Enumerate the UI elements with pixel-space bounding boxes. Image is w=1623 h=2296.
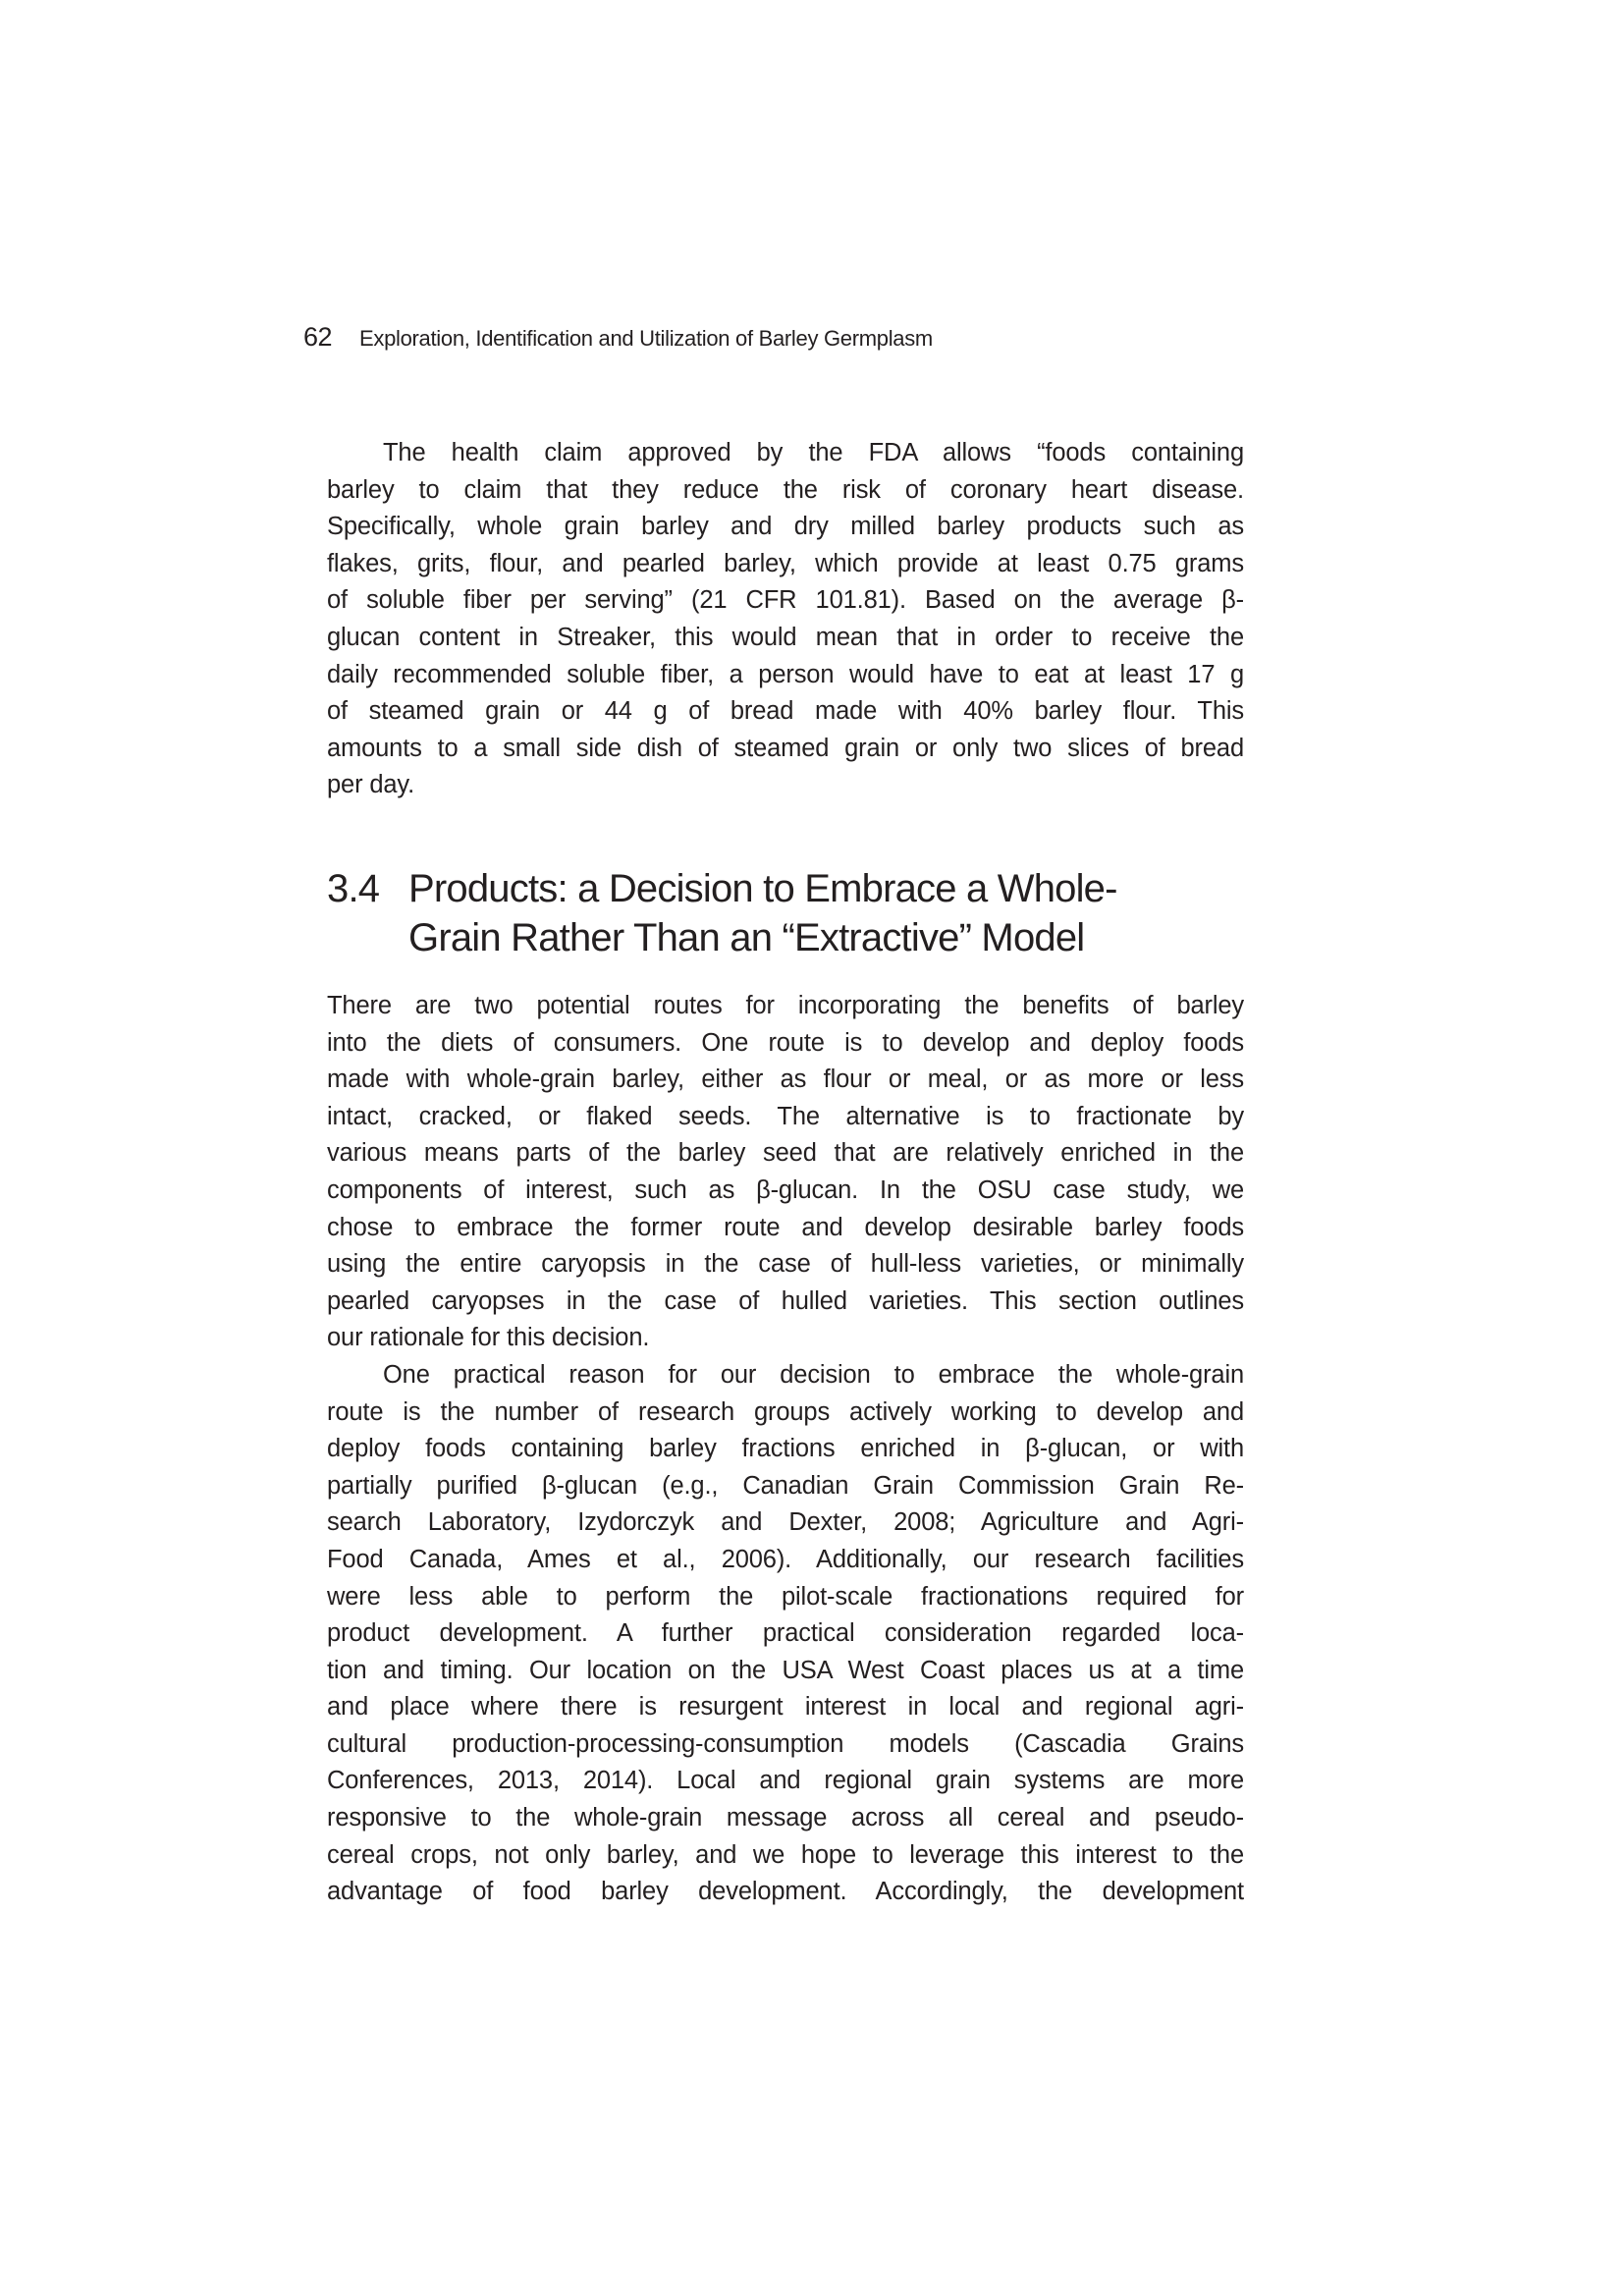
text-line: tion and timing. Our location on the USA West Coast places us at a time — [327, 1656, 1244, 1684]
text-line: deploy foods containing barley fractions enriched in β-glucan, or with — [327, 1435, 1244, 1463]
text-line: cereal crops, not only barley, and we hope to leverage this interest to the — [327, 1840, 1244, 1869]
text-line: daily recommended soluble fiber, a person would have to eat at least 17 g — [327, 660, 1244, 688]
text-line: intact, cracked, or flaked seeds. The alternative is to fractionate by — [327, 1102, 1244, 1130]
text-line: barley to claim that they reduce the risk of coronary heart disease. — [327, 475, 1244, 504]
section-number: 3.4 — [327, 867, 380, 910]
text-line: search Laboratory, Izydorczyk and Dexter, 2008; Agriculture and Agri- — [327, 1508, 1244, 1537]
text-line: There are two potential routes for incorporating the benefits of barley — [327, 992, 1244, 1019]
text-line: One practical reason for our decision to embrace the whole-grain — [383, 1360, 1244, 1389]
text-line: product development. A further practical consideration regarded loca- — [327, 1619, 1244, 1648]
text-line: flakes, grits, flour, and pearled barley, which provide at least 0.75 grams — [327, 549, 1244, 577]
text-line: route is the number of research groups actively working to develop and — [327, 1397, 1244, 1426]
running-head — [303, 322, 933, 353]
text-line: glucan content in Streaker, this would mean that in order to receive the — [327, 623, 1244, 651]
text-line: chose to embrace the former route and develop desirable barley foods — [327, 1213, 1244, 1241]
text-line: into the diets of consumers. One route is to develop and deploy foods — [327, 1028, 1244, 1057]
text-line: amounts to a small side dish of steamed grain or only two slices of bread — [327, 734, 1244, 762]
section-title-line-2: Grain Rather Than an “Extractive” Model — [408, 916, 1085, 959]
text-line: Conferences, 2013, 2014). Local and regional grain systems are more — [327, 1767, 1244, 1795]
text-line: advantage of food barley development. Accordingly, the development — [327, 1878, 1244, 1906]
text-line: partially purified β-glucan (e.g., Canadian Grain Commission Grain Re- — [327, 1471, 1244, 1500]
text-line: various means parts of the barley seed that are relatively enriched in the — [327, 1139, 1244, 1168]
text-line: cultural production-processing-consumption models (Cascadia Grains — [327, 1729, 1244, 1758]
body-paragraphs — [327, 988, 1244, 1911]
text-line: responsive to the whole-grain message across all cereal and pseudo- — [327, 1804, 1244, 1832]
text-line: Food Canada, Ames et al., 2006). Additionally, our research facilities — [327, 1545, 1244, 1573]
text-line: our rationale for this decision. — [327, 1324, 650, 1352]
section-title-line-1: Products: a Decision to Embrace a Whole- — [408, 867, 1117, 910]
book-title: Exploration, Identification and Utilization of Barley Germplasm — [359, 326, 933, 351]
text-line: per day. — [327, 771, 415, 799]
text-line: and place where there is resurgent interest in local and regional agri- — [327, 1693, 1244, 1722]
text-line: pearled caryopses in the case of hulled varieties. This section outlines — [327, 1286, 1244, 1315]
text-line: The health claim approved by the FDA allows “foods containing — [383, 439, 1244, 466]
text-line: components of interest, such as β-glucan. In the OSU case study, we — [327, 1175, 1244, 1204]
text-line: of steamed grain or 44 g of bread made with 40% barley flour. This — [327, 697, 1244, 726]
page-number: 62 — [303, 322, 333, 352]
paragraph-health-claim — [327, 435, 1244, 804]
text-line: were less able to perform the pilot-scale fractionations required for — [327, 1582, 1244, 1611]
text-line: Specifically, whole grain barley and dry milled barley products such as — [327, 513, 1244, 541]
text-line: using the entire caryopsis in the case of hull-less varieties, or minimally — [327, 1250, 1244, 1279]
text-line: made with whole-grain barley, either as flour or meal, or as more or less — [327, 1066, 1244, 1094]
text-line: of soluble fiber per serving” (21 CFR 101.81). Based on the average β- — [327, 586, 1244, 615]
section-heading — [327, 864, 1117, 962]
